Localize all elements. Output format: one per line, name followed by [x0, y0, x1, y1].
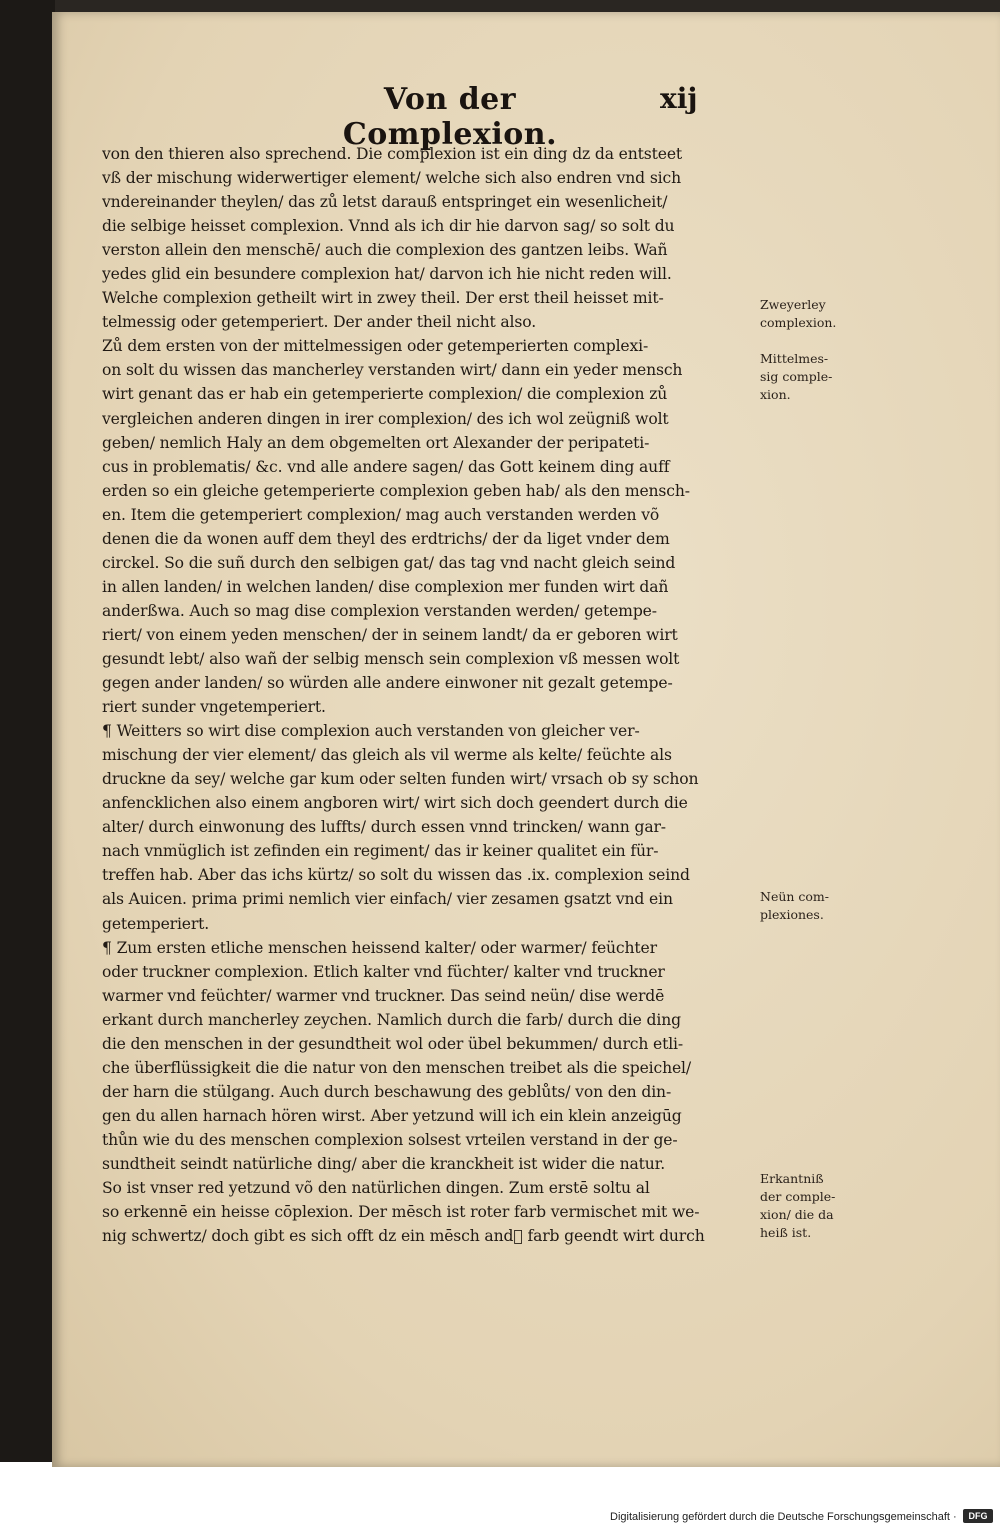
- margin-note-line: complexion.: [760, 315, 837, 330]
- text-line: so erkennē ein heisse cōplexion. Der mēsch ist roter farb vermischet mit we-: [102, 1203, 700, 1222]
- text-line: ¶ Zum ersten etliche menschen heissend kalter/ oder warmer/ feüchter: [102, 938, 657, 957]
- text-line: sundtheit seindt natürliche ding/ aber die kranckheit ist wider die natur.: [102, 1154, 666, 1173]
- text-line: geben/ nemlich Haly an dem obgemelten ort Alexander der peripateti-: [102, 433, 650, 452]
- text-line: on solt du wissen das mancherley verstanden wirt/ dann ein yeder mensch: [102, 361, 683, 380]
- margin-note-line: heiß ist.: [760, 1225, 812, 1240]
- text-line: thůn wie du des menschen complexion solsest vrteilen verstand in der ge-: [102, 1130, 678, 1149]
- margin-note-zweyerley: [760, 296, 855, 332]
- folio-number: xij: [660, 82, 698, 115]
- text-line: warmer vnd feüchter/ warmer vnd truckner. Das seind neün/ dise werdē: [102, 986, 665, 1005]
- text-line: vndereinander theylen/ das zů letst darauß entspringet ein wesenlicheit/: [102, 193, 668, 212]
- margin-note-erkantniss: [760, 1170, 855, 1242]
- text-line: nach vnmüglich ist zefinden ein regiment/ das ir keiner qualitet ein für-: [102, 842, 659, 861]
- text-line: en. Item die getemperiert complexion/ mag auch verstanden werden võ: [102, 505, 660, 524]
- text-line: che überflüssigkeit die die natur von den menschen treibet als die speichel/: [102, 1058, 691, 1077]
- margin-note-line: xion.: [760, 387, 791, 402]
- text-line: die selbige heisset complexion. Vnnd als ich dir hie darvon sag/ so solt du: [102, 217, 675, 236]
- margin-note-line: xion/ die da: [760, 1207, 834, 1222]
- margin-note-line: Neün com-: [760, 889, 830, 904]
- text-line: verston allein den menschē/ auch die complexion des gantzen leibs. Wañ: [102, 241, 668, 260]
- text-line: mischung der vier element/ das gleich als vil werme als kelte/ feüchte als: [102, 746, 672, 765]
- text-line: denen die da wonen auff dem theyl des erdtrichs/ der da liget vnder dem: [102, 529, 670, 548]
- margin-note-mittelmessig: [760, 350, 855, 404]
- funding-attribution: Digitalisierung gefördert durch die Deutsche Forschungsgemeinschaft ·: [610, 1511, 957, 1523]
- text-line: von den thieren also sprechend. Die complexion ist ein ding dz da entsteet: [102, 145, 683, 163]
- text-line: riert sunder vngetemperiert.: [102, 698, 326, 717]
- text-line: ¶ Weitters so wirt dise complexion auch verstanden von gleicher ver-: [102, 722, 640, 741]
- margin-note-line: plexiones.: [760, 907, 824, 922]
- running-head: Von der Complexion.: [342, 82, 558, 152]
- margin-note-line: Mittelmes-: [760, 351, 829, 366]
- text-line: vß der mischung widerwertiger element/ welche sich also endren vnd sich: [102, 169, 681, 188]
- margin-note-neun: [760, 888, 855, 924]
- text-line: der harn die stülgang. Auch durch beschawung des geblůts/ von den din-: [102, 1082, 672, 1101]
- text-line: anderßwa. Auch so mag dise complexion verstanden werden/ getempe-: [102, 601, 657, 620]
- text-line: oder truckner complexion. Etlich kalter vnd füchter/ kalter vnd truckner: [102, 962, 665, 981]
- text-line: cus in problematis/ &c. vnd alle andere sagen/ das Gott keinem ding auff: [102, 457, 670, 476]
- text-line: Welche complexion getheilt wirt in zwey theil. Der erst theil heisset mit-: [102, 289, 664, 308]
- text-line: alter/ durch einwonung des luffts/ durch essen vnnd trincken/ wann gar-: [102, 818, 666, 837]
- text-line: vergleichen anderen dingen in irer complexion/ des ich wol zeügniß wolt: [102, 409, 669, 428]
- text-line: gen du allen harnach hören wirst. Aber yetzund will ich ein klein anzeigūg: [102, 1106, 682, 1125]
- text-line: circkel. So die suñ durch den selbigen gat/ das tag vnd nacht gleich seind: [102, 553, 676, 572]
- text-line: telmessig oder getemperiert. Der ander theil nicht also.: [102, 313, 537, 332]
- text-line: anfencklichen also einem angboren wirt/ wirt sich doch geendert durch die: [102, 794, 688, 813]
- text-line: yedes glid ein besundere complexion hat/ darvon ich hie nicht reden will.: [102, 265, 672, 284]
- text-line: riert/ von einem yeden menschen/ der in seinem landt/ da er geboren wirt: [102, 625, 678, 644]
- text-line: So ist vnser red yetzund võ den natürlichen dingen. Zum erstē soltu al: [102, 1179, 650, 1198]
- text-line: nig schwertz/ doch gibt es sich offt dz ein mēsch and᷑ farb geendt wirt durch: [102, 1227, 705, 1246]
- margin-note-line: Zweyerley: [760, 297, 826, 312]
- scan-frame: [0, 0, 55, 1500]
- body-text: [102, 142, 767, 1248]
- text-line: gesundt lebt/ also wañ der selbig mensch sein complexion vß messen wolt: [102, 649, 680, 668]
- text-line: gegen ander landen/ so würden alle andere einwoner nit gezalt getempe-: [102, 674, 673, 693]
- margin-note-line: der comple-: [760, 1189, 836, 1204]
- text-line: als Auicen. prima primi nemlich vier einfach/ vier zesamen gsatzt vnd ein: [102, 890, 673, 909]
- text-line: Zů dem ersten von der mittelmessigen oder getemperierten complexi-: [102, 337, 649, 356]
- text-line: druckne da sey/ welche gar kum oder selten funden wirt/ vrsach ob sy schon: [102, 770, 699, 789]
- text-line: in allen landen/ in welchen landen/ dise complexion mer funden wirt dañ: [102, 577, 669, 596]
- text-line: wirt genant das er hab ein getemperierte complexion/ die complexion zů: [102, 385, 668, 404]
- margin-note-line: sig comple-: [760, 369, 833, 384]
- text-line: treffen hab. Aber das ichs kürtz/ so solt du wissen das .ix. complexion seind: [102, 866, 690, 885]
- text-line: erden so ein gleiche getemperierte complexion geben hab/ als den mensch-: [102, 481, 690, 500]
- text-line: erkant durch mancherley zeychen. Namlich durch die farb/ durch die ding: [102, 1010, 681, 1029]
- dfg-logo: DFG: [963, 1509, 993, 1523]
- text-line: die den menschen in der gesundtheit wol oder übel bekummen/ durch etli-: [102, 1034, 684, 1053]
- margin-note-line: Erkantniß: [760, 1171, 824, 1186]
- text-line: getemperiert.: [102, 914, 210, 933]
